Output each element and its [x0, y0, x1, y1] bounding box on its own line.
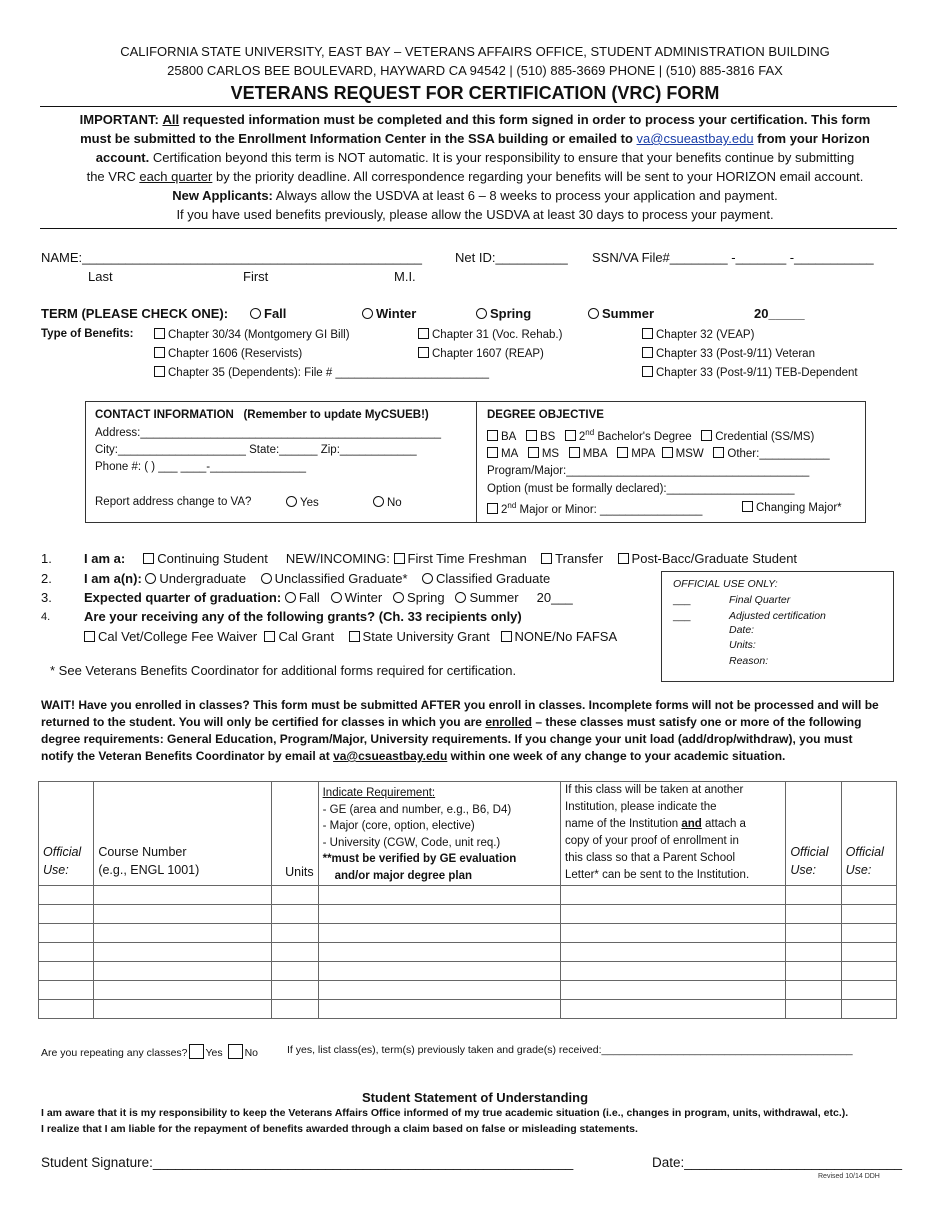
table-cell[interactable]	[561, 905, 786, 924]
grant-none[interactable]: NONE/No FAFSA	[501, 629, 618, 644]
form-title: VETERANS REQUEST FOR CERTIFICATION (VRC) FORM	[230, 83, 720, 103]
checkbox-icon[interactable]	[154, 366, 165, 377]
table-cell[interactable]	[94, 962, 272, 981]
checkbox-icon[interactable]	[642, 366, 653, 377]
important-line-1: IMPORTANT: All requested information must be completed and this form signed in order to process your certification. This form	[79, 112, 871, 127]
table-cell[interactable]	[318, 943, 560, 962]
official-final-quarter: Final Quarter	[729, 594, 791, 606]
table-cell[interactable]	[786, 905, 841, 924]
col-official-2: Official Use:	[786, 782, 841, 886]
option-field[interactable]: Option (must be formally declared):____________________	[487, 483, 795, 495]
col-requirement: Indicate Requirement: - GE (area and number, e.g., B6, D4) - Major (core, option, elective) - University (CGW, Code, unit req.) **must be verified by GE evaluation and/or major degree plan	[318, 782, 560, 886]
repeat-list-field[interactable]: If yes, list class(es), term(s) previously taken and grade(s) received:___________________________________________	[287, 1044, 853, 1056]
benefit-ch35[interactable]: Chapter 35 (Dependents): File # ________________________	[154, 366, 489, 379]
table-cell[interactable]	[39, 1000, 94, 1019]
checkbox-icon[interactable]	[501, 631, 512, 642]
grant-sug[interactable]: State University Grant	[349, 629, 490, 644]
degree-ba[interactable]: BA	[487, 431, 516, 443]
degree-second-bachelor[interactable]: 2nd Bachelor's Degree	[565, 431, 692, 443]
degree-ms[interactable]: MS	[528, 448, 559, 460]
table-row	[39, 886, 897, 905]
wait-line-3: degree requirements: General Education, Program/Major, University requirements. If you change your unit load (add/drop/withdraw), you must	[41, 732, 853, 746]
table-cell[interactable]	[272, 905, 318, 924]
q1-postbacc[interactable]: Post-Bacc/Graduate Student	[618, 551, 797, 566]
q1-continuing[interactable]: Continuing Student	[143, 551, 268, 566]
official-blank-2: ___	[673, 610, 691, 622]
table-cell[interactable]	[318, 981, 560, 1000]
table-cell[interactable]	[561, 886, 786, 905]
col-course-number: Course Number (e.g., ENGL 1001)	[94, 782, 272, 886]
q3-spring[interactable]: Spring	[393, 590, 445, 605]
statement-line-1: I am aware that it is my responsibility to keep the Veterans Affairs Office informed of my true academic situation (i.e., changes in program, units, withdrawal, etc.).	[41, 1107, 849, 1119]
revised-note: Revised 10/14 DDH	[818, 1173, 880, 1180]
header-line-1: CALIFORNIA STATE UNIVERSITY, EAST BAY – VETERANS AFFAIRS OFFICE, STUDENT ADMINISTRATION BUILDING	[120, 44, 830, 59]
important-line-3: account. Certification beyond this term is NOT automatic. It is your responsibility to ensure that your benefits continue by submitting	[95, 150, 855, 165]
checkbox-icon[interactable]	[618, 553, 629, 564]
table-cell[interactable]	[94, 981, 272, 1000]
table-cell[interactable]	[841, 962, 896, 981]
checkbox-icon[interactable]	[487, 447, 498, 458]
table-cell[interactable]	[841, 886, 896, 905]
col-official-use: Official Use:	[39, 782, 94, 886]
date-field[interactable]: Date:_____________________________	[652, 1155, 903, 1170]
checkbox-icon[interactable]	[642, 347, 653, 358]
checkbox-icon[interactable]	[617, 447, 628, 458]
degree-other[interactable]: Other:___________	[713, 448, 829, 460]
program-major-field[interactable]: Program/Major:______________________________________	[487, 465, 810, 477]
q3-year[interactable]: 20___	[536, 590, 573, 605]
q2-unclassified[interactable]: Unclassified Graduate*	[261, 571, 408, 586]
mi-label: M.I.	[394, 269, 416, 284]
table-cell[interactable]	[561, 981, 786, 1000]
checkbox-icon[interactable]	[264, 631, 275, 642]
checkbox-icon[interactable]	[394, 553, 405, 564]
table-cell[interactable]	[841, 981, 896, 1000]
changing-major[interactable]: Changing Major*	[742, 501, 842, 514]
degree-row-2	[487, 447, 830, 460]
radio-icon[interactable]	[588, 308, 599, 319]
table-cell[interactable]	[318, 905, 560, 924]
statement-title: Student Statement of Understanding	[361, 1090, 589, 1105]
table-cell[interactable]	[786, 943, 841, 962]
address-field[interactable]: Address:_______________________________________________	[95, 427, 441, 439]
term-fall[interactable]: Fall	[250, 306, 286, 321]
checkbox-icon[interactable]	[154, 328, 165, 339]
table-cell[interactable]	[39, 943, 94, 962]
table-cell[interactable]	[786, 1000, 841, 1019]
q3-number: 3.	[41, 590, 52, 605]
radio-icon[interactable]	[422, 573, 433, 584]
degree-bs[interactable]: BS	[526, 431, 555, 443]
q1-transfer[interactable]: Transfer	[541, 551, 603, 566]
table-cell[interactable]	[39, 962, 94, 981]
q3-winter[interactable]: Winter	[331, 590, 383, 605]
table-cell[interactable]	[94, 1000, 272, 1019]
q1-freshman[interactable]: First Time Freshman	[394, 551, 527, 566]
table-row	[39, 943, 897, 962]
benefit-ch31[interactable]: Chapter 31 (Voc. Rehab.)	[418, 328, 562, 341]
email-link[interactable]: va@csueastbay.edu	[636, 131, 754, 146]
col-official-3: Official Use:	[841, 782, 896, 886]
table-row	[39, 962, 897, 981]
q3-row: Expected quarter of graduation: Fall Winter Spring Summer 20___	[84, 590, 573, 605]
table-cell[interactable]	[786, 962, 841, 981]
checkbox-icon[interactable]	[228, 1044, 243, 1059]
checkbox-icon[interactable]	[84, 631, 95, 642]
table-cell[interactable]	[39, 905, 94, 924]
table-cell[interactable]	[94, 886, 272, 905]
table-cell[interactable]	[94, 943, 272, 962]
benefit-ch1607[interactable]: Chapter 1607 (REAP)	[418, 347, 544, 360]
term-spring[interactable]: Spring	[476, 306, 531, 321]
table-cell[interactable]	[561, 1000, 786, 1019]
q4-number: 4.	[41, 611, 51, 623]
table-cell[interactable]	[272, 981, 318, 1000]
wait-line-2: returned to the student. You will only be certified for classes in which you are enrolled – these classes must satisfy one or more of the following	[41, 715, 862, 729]
signature-field[interactable]: Student Signature:________________________________________________________	[41, 1155, 574, 1170]
table-cell[interactable]	[318, 924, 560, 943]
checkbox-icon[interactable]	[526, 430, 537, 441]
benefit-ch33-veteran[interactable]: Chapter 33 (Post-9/11) Veteran	[642, 347, 815, 360]
important-line-2: must be submitted to the Enrollment Information Center in the SSA building or emailed to va@csueastbay.edu from your Horizon	[80, 131, 870, 146]
wait-line-4: notify the Veteran Benefits Coordinator by email at va@csueastbay.edu within one week of any change to your academic situation.	[41, 749, 786, 763]
first-label: First	[243, 269, 269, 284]
table-cell[interactable]	[786, 924, 841, 943]
table-cell[interactable]	[841, 1000, 896, 1019]
official-reason: Reason:	[729, 655, 769, 667]
contact-title: CONTACT INFORMATION (Remember to update MyCSUEB!)	[95, 409, 429, 421]
table-cell[interactable]	[39, 981, 94, 1000]
report-no[interactable]: No	[373, 496, 402, 509]
checkbox-icon[interactable]	[487, 503, 498, 514]
radio-icon[interactable]	[455, 592, 466, 603]
checkbox-icon[interactable]	[569, 447, 580, 458]
table-cell[interactable]	[561, 943, 786, 962]
q3-fall[interactable]: Fall	[285, 590, 320, 605]
radio-icon[interactable]	[476, 308, 487, 319]
q2-undergraduate[interactable]: Undergraduate	[145, 571, 246, 586]
table-cell[interactable]	[786, 981, 841, 1000]
wait-line-1: WAIT! Have you enrolled in classes? This form must be submitted AFTER you enroll in classes. Incomplete forms will not be processed and will be	[41, 698, 879, 712]
radio-icon[interactable]	[331, 592, 342, 603]
table-cell[interactable]	[94, 905, 272, 924]
important-line-5: New Applicants: Always allow the USDVA at least 6 – 8 weeks to process your application and payment.	[172, 188, 778, 203]
table-cell[interactable]	[318, 962, 560, 981]
benefit-ch33-teb[interactable]: Chapter 33 (Post-9/11) TEB-Dependent	[642, 366, 858, 379]
table-cell[interactable]	[272, 943, 318, 962]
checkbox-icon[interactable]	[662, 447, 673, 458]
last-label: Last	[88, 269, 113, 284]
table-cell[interactable]	[272, 886, 318, 905]
table-cell[interactable]	[39, 924, 94, 943]
radio-icon[interactable]	[373, 496, 384, 507]
checkbox-icon[interactable]	[189, 1044, 204, 1059]
radio-icon[interactable]	[285, 592, 296, 603]
table-row	[39, 981, 897, 1000]
table-row	[39, 924, 897, 943]
radio-icon[interactable]	[145, 573, 156, 584]
checkbox-icon[interactable]	[154, 347, 165, 358]
city-state-zip-field[interactable]: City:____________________ State:______ Zip:____________	[95, 444, 417, 456]
q1-number: 1.	[41, 551, 52, 566]
repeat-row: Are you repeating any classes? Yes No	[41, 1044, 258, 1059]
table-cell[interactable]	[272, 924, 318, 943]
benefits-label: Type of Benefits:	[41, 328, 134, 340]
official-date: Date:	[729, 624, 755, 636]
official-blank-1: ___	[673, 594, 691, 606]
repeat-no[interactable]: No	[226, 1047, 258, 1059]
degree-mpa[interactable]: MPA	[617, 448, 655, 460]
grants-row	[84, 629, 617, 644]
divider	[476, 401, 477, 523]
table-cell[interactable]	[841, 924, 896, 943]
radio-icon[interactable]	[362, 308, 373, 319]
q1-row: I am a: Continuing Student NEW/INCOMING: First Time Freshman Transfer Post-Bacc/Graduate Student	[84, 551, 798, 566]
col-institution: If this class will be taken at another Institution, please indicate the name of the Institution and attach a copy of your proof of enrollment in this class so that a Parent School Letter* can be sent to the Institution.	[561, 782, 786, 886]
checkbox-icon[interactable]	[418, 328, 429, 339]
header-line-2: 25800 CARLOS BEE BOULEVARD, HAYWARD CA 94542 | (510) 885-3669 PHONE | (510) 885-3816 FAX	[167, 63, 783, 78]
report-yes[interactable]: Yes	[286, 496, 319, 509]
grant-calvet[interactable]: Cal Vet/College Fee Waiver	[84, 629, 257, 644]
checkbox-icon[interactable]	[541, 553, 552, 564]
official-units: Units:	[729, 639, 756, 651]
degree-row-1	[487, 428, 814, 443]
checkbox-icon[interactable]	[143, 553, 154, 564]
term-year[interactable]: 20_____	[754, 306, 805, 321]
footnote: * See Veterans Benefits Coordinator for additional forms required for certification.	[50, 663, 517, 678]
table-cell[interactable]	[561, 924, 786, 943]
ssn-field[interactable]: SSN/VA File#________ -_______ -___________	[592, 250, 874, 265]
phone-field[interactable]: Phone #: ( ) ___ ____-_______________	[95, 461, 307, 473]
q2-classified[interactable]: Classified Graduate	[422, 571, 550, 586]
degree-title: DEGREE OBJECTIVE	[487, 409, 604, 421]
name-field[interactable]: NAME:_______________________________________________	[41, 250, 422, 265]
benefit-ch1606[interactable]: Chapter 1606 (Reservists)	[154, 347, 302, 360]
table-row	[39, 905, 897, 924]
table-cell[interactable]	[841, 943, 896, 962]
degree-ma[interactable]: MA	[487, 448, 518, 460]
checkbox-icon[interactable]	[642, 328, 653, 339]
q4-question: Are your receiving any of the following grants? (Ch. 33 recipients only)	[84, 609, 522, 624]
radio-icon[interactable]	[261, 573, 272, 584]
divider	[40, 106, 897, 107]
term-winter[interactable]: Winter	[362, 306, 416, 321]
checkbox-icon[interactable]	[713, 447, 724, 458]
radio-icon[interactable]	[286, 496, 297, 507]
benefit-ch32[interactable]: Chapter 32 (VEAP)	[642, 328, 754, 341]
table-cell[interactable]	[318, 886, 560, 905]
email-link[interactable]: va@csueastbay.edu	[333, 749, 448, 763]
table-cell[interactable]	[94, 924, 272, 943]
checkbox-icon[interactable]	[528, 447, 539, 458]
q3-summer[interactable]: Summer	[455, 590, 518, 605]
table-cell[interactable]	[841, 905, 896, 924]
table-cell[interactable]	[272, 1000, 318, 1019]
official-adjusted: Adjusted certification	[729, 610, 826, 622]
table-row	[39, 1000, 897, 1019]
checkbox-icon[interactable]	[565, 430, 576, 441]
grant-calgrant[interactable]: Cal Grant	[264, 629, 334, 644]
official-title: OFFICIAL USE ONLY:	[673, 578, 778, 590]
checkbox-icon[interactable]	[701, 430, 712, 441]
divider	[40, 228, 897, 229]
table-cell[interactable]	[561, 962, 786, 981]
degree-mba[interactable]: MBA	[569, 448, 608, 460]
term-summer[interactable]: Summer	[588, 306, 654, 321]
checkbox-icon[interactable]	[349, 631, 360, 642]
report-address-label: Report address change to VA?	[95, 496, 252, 508]
degree-msw[interactable]: MSW	[662, 448, 704, 460]
important-line-6: If you have used benefits previously, please allow the USDVA at least 30 days to process your payment.	[176, 207, 774, 222]
degree-credential[interactable]: Credential (SS/MS)	[701, 431, 814, 443]
table-cell[interactable]	[272, 962, 318, 981]
col-units: Units	[272, 782, 318, 886]
statement-line-2: I realize that I am liable for the repayment of benefits awarded through a claim based on false or misleading statements.	[41, 1123, 638, 1135]
q2-number: 2.	[41, 571, 52, 586]
second-major-minor[interactable]: 2nd Major or Minor: ________________	[487, 501, 702, 516]
radio-icon[interactable]	[393, 592, 404, 603]
table-cell[interactable]	[39, 886, 94, 905]
table-cell[interactable]	[786, 886, 841, 905]
netid-field[interactable]: Net ID:__________	[455, 250, 568, 265]
checkbox-icon[interactable]	[742, 501, 753, 512]
radio-icon[interactable]	[250, 308, 261, 319]
checkbox-icon[interactable]	[418, 347, 429, 358]
repeat-yes[interactable]: Yes	[188, 1047, 223, 1059]
q2-row: I am a(n): Undergraduate Unclassified Graduate* Classified Graduate	[84, 571, 551, 586]
course-table	[38, 781, 897, 1019]
important-line-4: the VRC each quarter by the priority deadline. All correspondence regarding your benefits will be sent to your HORIZON email account.	[86, 169, 864, 184]
term-label: TERM (PLEASE CHECK ONE):	[41, 306, 229, 321]
table-cell[interactable]	[318, 1000, 560, 1019]
benefit-ch30[interactable]: Chapter 30/34 (Montgomery GI Bill)	[154, 328, 350, 341]
checkbox-icon[interactable]	[487, 430, 498, 441]
